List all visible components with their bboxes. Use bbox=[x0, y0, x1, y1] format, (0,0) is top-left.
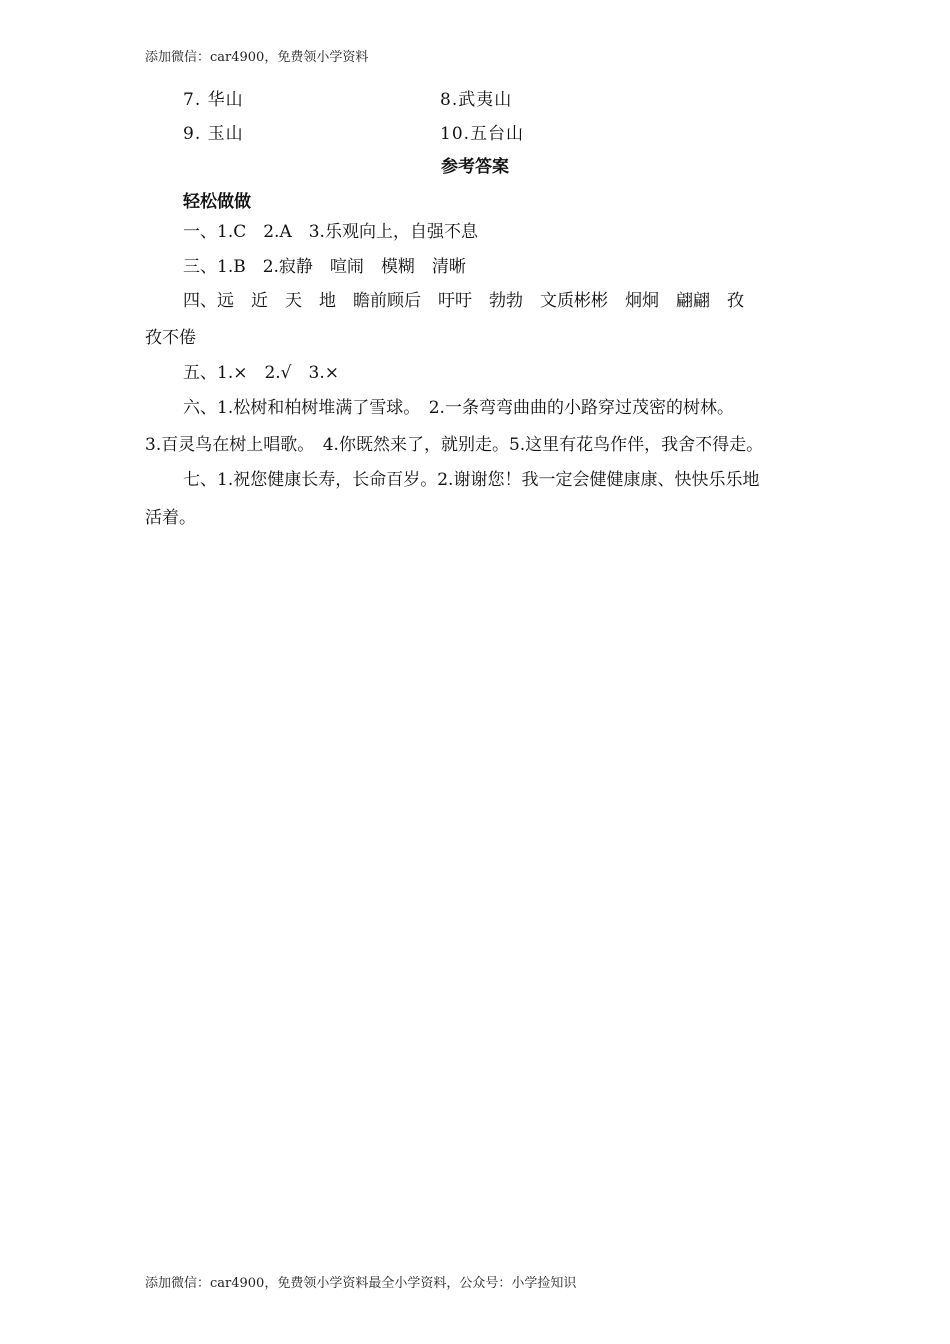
section-title: 轻松做做 bbox=[183, 192, 251, 212]
answer-line-7-part1: 七、1.祝您健康长寿，长命百岁。2.谢谢您！我一定会健健康康、快快乐乐地 bbox=[183, 470, 760, 490]
mountain-item-10: 10.五台山 bbox=[440, 124, 525, 144]
answers-title: 参考答案 bbox=[441, 157, 509, 177]
answer-line-4-part2: 孜不倦 bbox=[145, 328, 196, 348]
answer-line-4-part1: 四、远 近 天 地 瞻前顾后 吁吁 勃勃 文质彬彬 炯炯 翩翩 孜 bbox=[183, 291, 744, 311]
answer-line-3: 三、1.B 2.寂静 喧闹 模糊 清晰 bbox=[183, 257, 466, 277]
mountain-item-8: 8.武夷山 bbox=[440, 90, 513, 110]
footer-note: 添加微信：car4900，免费领小学资料最全小学资料，公众号：小学捡知识 bbox=[145, 1276, 577, 1291]
mountain-item-7: 7. 华山 bbox=[183, 90, 244, 110]
answer-line-6-part2: 3.百灵鸟在树上唱歌。 4.你既然来了，就别走。5.这里有花鸟作伴，我舍不得走。 bbox=[145, 435, 764, 455]
answer-line-7-part2: 活着。 bbox=[145, 508, 196, 528]
answer-line-6-part1: 六、1.松树和柏树堆满了雪球。 2.一条弯弯曲曲的小路穿过茂密的树林。 bbox=[183, 398, 734, 418]
mountain-item-9: 9. 玉山 bbox=[183, 124, 244, 144]
answer-line-5: 五、1.× 2.√ 3.× bbox=[183, 363, 339, 383]
header-note: 添加微信：car4900，免费领小学资料 bbox=[145, 50, 369, 65]
answer-line-1: 一、1.C 2.A 3.乐观向上，自强不息 bbox=[183, 222, 478, 242]
